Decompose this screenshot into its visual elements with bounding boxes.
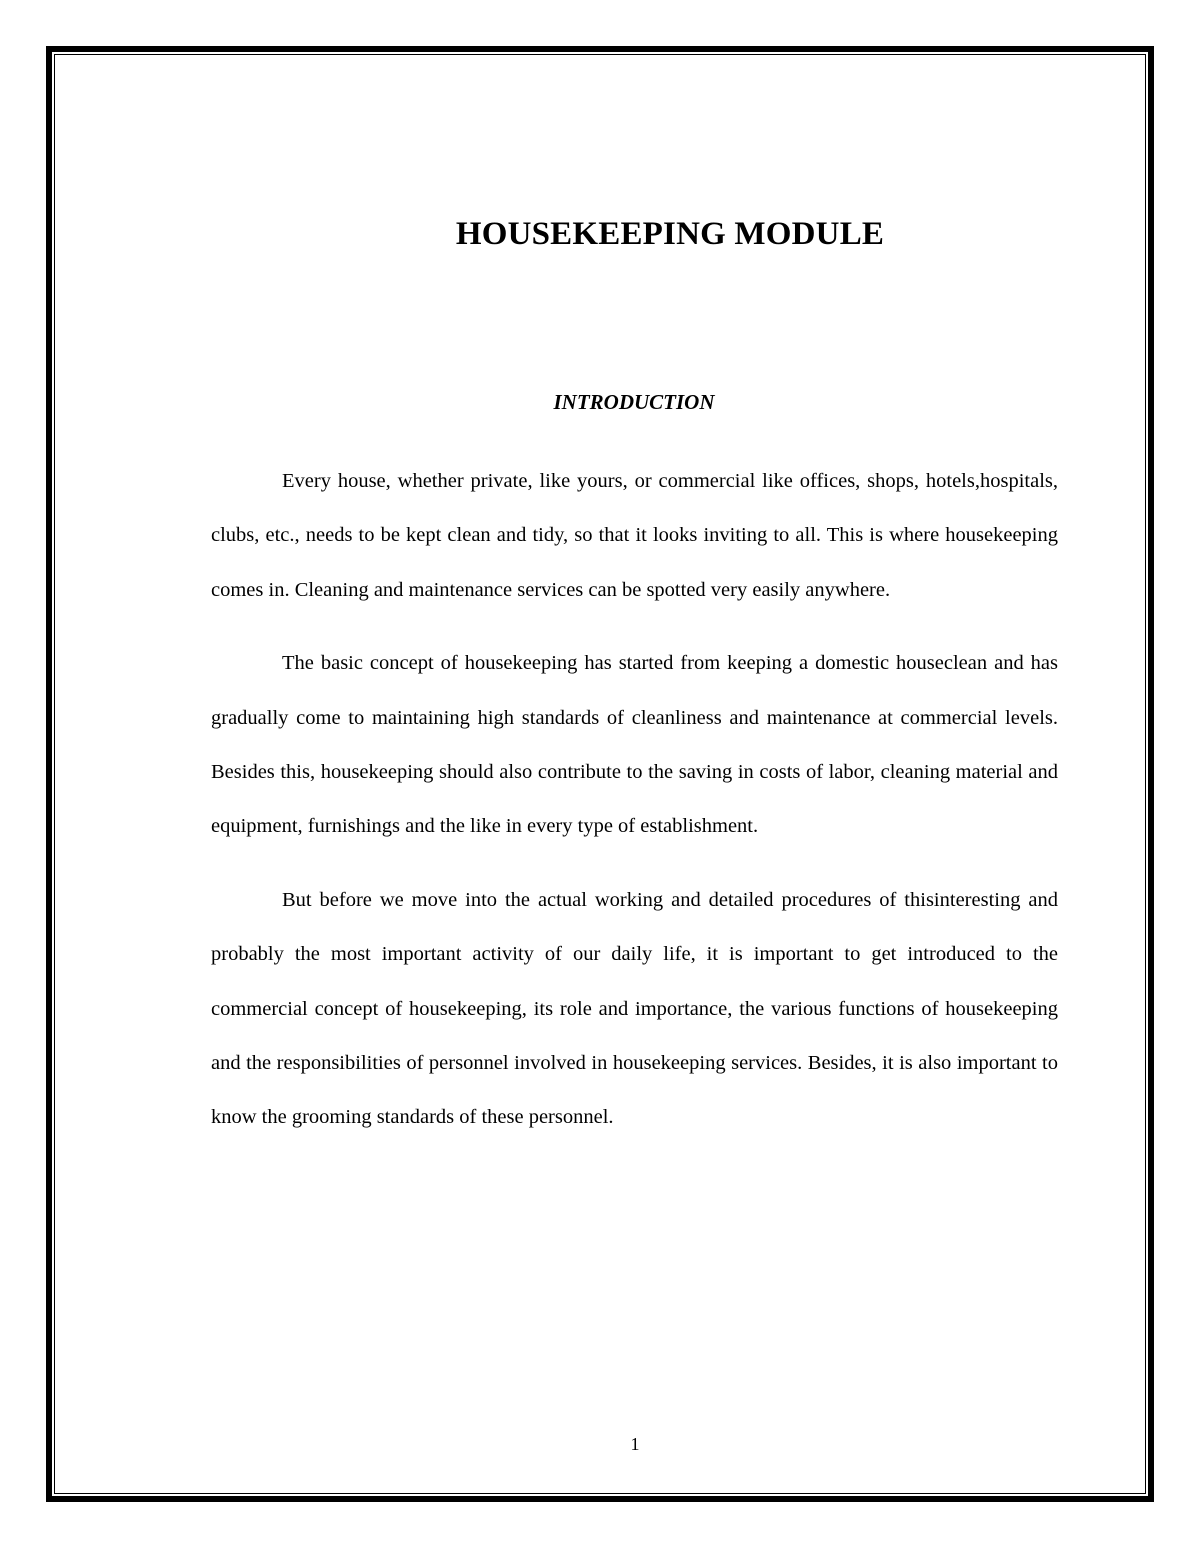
page-number: 1 [630, 1434, 640, 1454]
paragraph-intro: Every house, whether private, like yours, or commercial like offices, shops, hotels,hospitals, clubs, etc., needs to be kept clean and tidy, so that it looks inviting to all. This is where housekeeping comes in. Cleaning and maintenance services can be spotted very easily anywhere. [211, 470, 1058, 601]
body-text [211, 454, 1058, 1164]
paragraph-before-we-move: But before we move into the actual working and detailed procedures of thisinteresting and probably the most important activity of our daily life, it is important to get introduced to the commercial concept of housekeeping, its role and importance, the various functions of housekeeping and the responsibilities of personnel involved in housekeeping services. Besides, it is also important to know the grooming standards of these personnel. [211, 888, 1058, 1129]
paragraph-basic-concept: The basic concept of housekeeping has started from keeping a domestic houseclean and has gradually come to maintaining high standards of cleanliness and maintenance at commercial levels. Besides this, housekeeping should also contribute to the saving in costs of labor, cleaning material and equipment, furnishings and the like in every type of establishment. [211, 652, 1058, 838]
section-heading: INTRODUCTION [553, 390, 715, 414]
document-title: HOUSEKEEPING MODULE [455, 216, 885, 252]
